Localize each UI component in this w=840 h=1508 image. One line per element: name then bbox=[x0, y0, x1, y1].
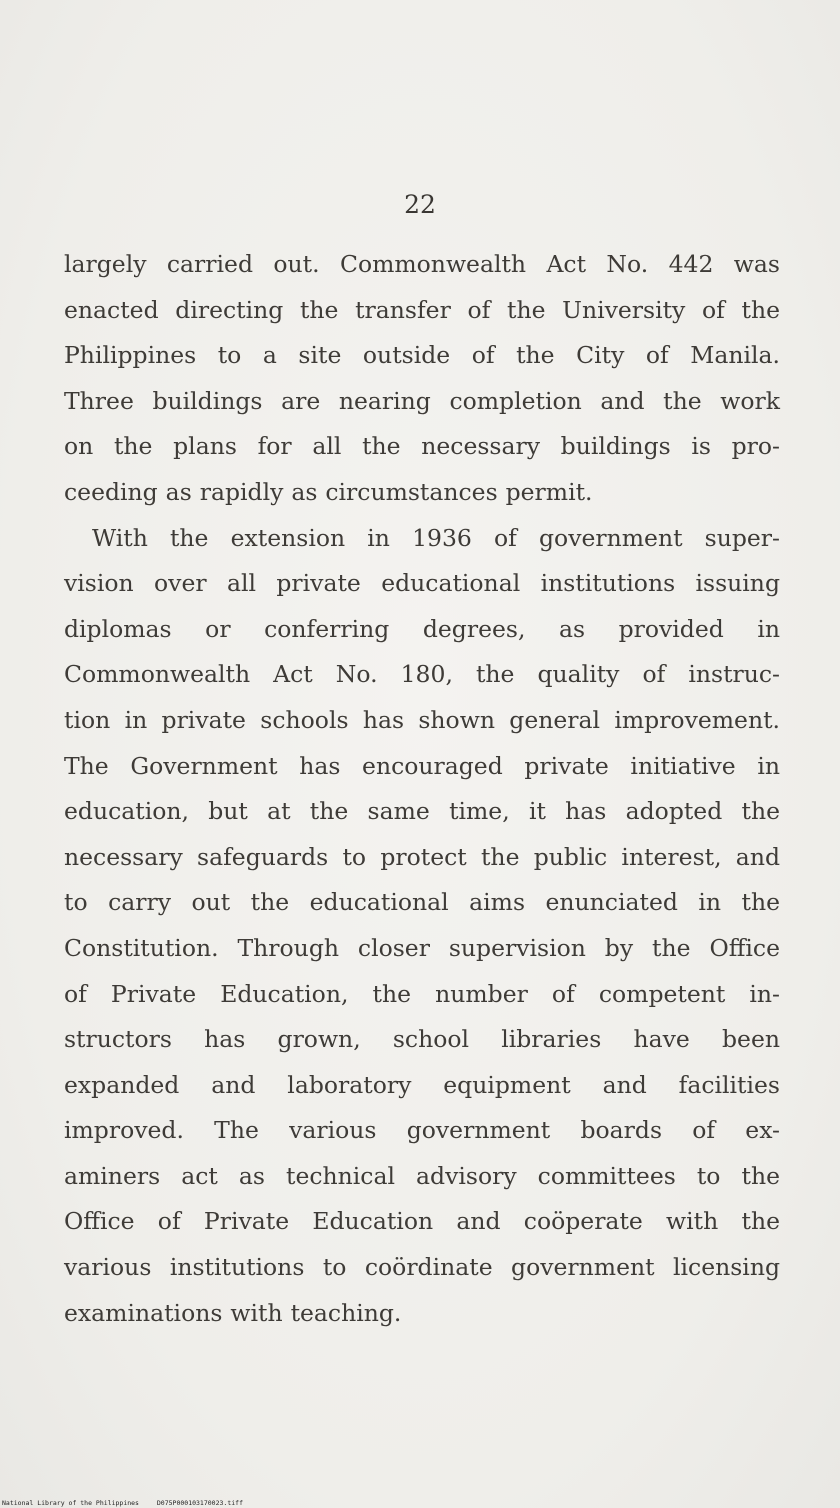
text-line: ceeding as rapidly as circumstances permit. bbox=[64, 477, 593, 506]
text-line: examinations with teaching. bbox=[64, 1298, 402, 1327]
footer-file: D075P000103170023.tiff bbox=[156, 1499, 243, 1507]
text-line: on the plans for all the necessary buildings is pro- bbox=[64, 432, 780, 461]
text-line: enacted directing the transfer of the University of the bbox=[64, 295, 780, 324]
text-line: tion in private schools has shown general improvement. bbox=[64, 705, 780, 734]
text-line: largely carried out. Commonwealth Act No. 442 was bbox=[64, 250, 780, 278]
text-line: structors has grown, school libraries have been bbox=[64, 1025, 780, 1054]
text-line: aminers act as technical advisory committees to the bbox=[64, 1161, 780, 1190]
text-line: education, but at the same time, it has adopted the bbox=[64, 797, 780, 826]
text-line: Constitution. Through closer supervision by the Office bbox=[64, 933, 780, 962]
text-line: vision over all private educational institutions issuing bbox=[64, 569, 780, 598]
text-line: to carry out the educational aims enunciated in the bbox=[64, 888, 780, 917]
text-line: Philippines to a site outside of the City of Manila. bbox=[64, 341, 780, 370]
text-line: Office of Private Education and coöperate with the bbox=[64, 1207, 780, 1236]
text-line: The Government has encouraged private initiative in bbox=[64, 751, 780, 780]
text-line: expanded and laboratory equipment and facilities bbox=[64, 1070, 780, 1099]
paragraph-2 bbox=[64, 516, 780, 1337]
paragraph-1 bbox=[64, 242, 780, 516]
text-line: Three buildings are nearing completion and the work bbox=[64, 386, 780, 415]
page-number: 22 bbox=[404, 190, 436, 219]
text-line: various institutions to coördinate government licensing bbox=[64, 1253, 780, 1282]
text-line: With the extension in 1936 of government super- bbox=[92, 523, 780, 552]
scan-footer bbox=[2, 1499, 243, 1507]
text-line: improved. The various government boards of ex- bbox=[64, 1116, 780, 1145]
text-line: Commonwealth Act No. 180, the quality of instruc- bbox=[64, 660, 780, 689]
body-text bbox=[64, 242, 780, 1336]
text-line: diplomas or conferring degrees, as provided in bbox=[64, 614, 780, 643]
text-line: of Private Education, the number of competent in- bbox=[64, 979, 780, 1008]
text-line: necessary safeguards to protect the public interest, and bbox=[64, 842, 780, 871]
footer-library: National Library of the Philippines bbox=[2, 1499, 139, 1507]
